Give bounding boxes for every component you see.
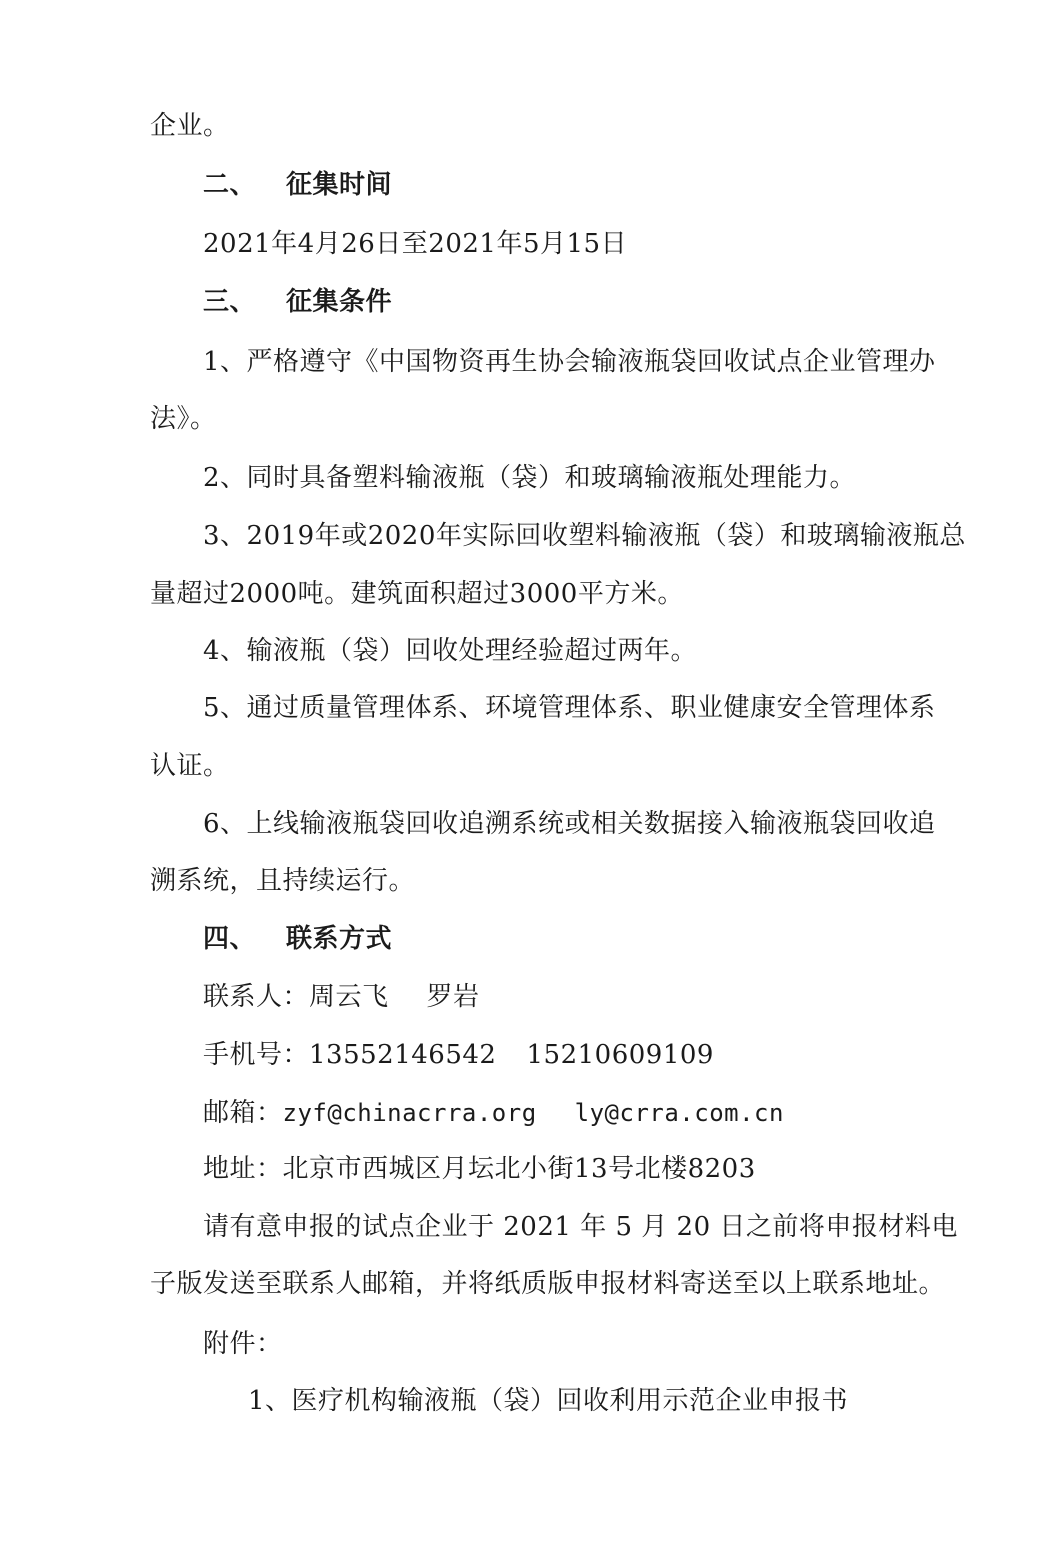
address-row	[203, 1151, 756, 1187]
condition-1: 1、严格遵守《中国物资再生协会输液瓶袋回收试点企业管理办	[203, 347, 936, 377]
section-heading-contact	[203, 921, 392, 957]
condition-4: 4、输液瓶（袋）回收处理经验超过两年。	[203, 636, 698, 666]
closing-paragraph: 请有意申报的试点企业于 2021 年 5 月 20 日之前将申报材料电	[203, 1212, 958, 1242]
phone-1: 13552146542	[309, 1040, 497, 1070]
address-value: 北京市西城区月坛北小街13号北楼8203	[282, 1154, 756, 1184]
contact-person-row	[203, 979, 480, 1015]
closing-paragraph-cont: 子版发送至联系人邮箱，并将纸质版申报材料寄送至以上联系地址。	[150, 1269, 946, 1299]
email-1: zyf@chinacrra.org	[282, 1099, 537, 1127]
condition-5-cont: 认证。	[150, 751, 230, 781]
text-line: 企业。	[150, 111, 230, 141]
condition-6: 6、上线输液瓶袋回收追溯系统或相关数据接入输液瓶袋回收追	[203, 809, 936, 839]
condition-6-cont: 溯系统，且持续运行。	[150, 866, 416, 896]
phone-row	[203, 1037, 714, 1073]
section-title: 征集时间	[286, 170, 393, 200]
contact-person-2: 罗岩	[426, 982, 480, 1012]
section-title: 征集条件	[286, 287, 393, 317]
section-number: 四、	[203, 924, 257, 954]
condition-1-cont: 法》。	[150, 404, 217, 434]
email-2: ly@crra.com.cn	[574, 1099, 784, 1127]
section-heading-time	[203, 167, 392, 203]
phone-label: 手机号：	[203, 1040, 310, 1070]
contact-person-label: 联系人：	[203, 982, 310, 1012]
section-title: 联系方式	[286, 924, 393, 954]
section-number: 二、	[203, 170, 257, 200]
condition-2: 2、同时具备塑料输液瓶（袋）和玻璃输液瓶处理能力。	[203, 463, 857, 493]
condition-3-cont: 量超过2000吨。建筑面积超过3000平方米。	[150, 579, 684, 609]
email-row	[203, 1095, 784, 1131]
attachment-item: 1、医疗机构输液瓶（袋）回收利用示范企业申报书	[248, 1386, 849, 1416]
condition-3: 3、2019年或2020年实际回收塑料输液瓶（袋）和玻璃输液瓶总	[203, 521, 966, 551]
address-label: 地址：	[203, 1154, 283, 1184]
attachment-label: 附件：	[203, 1329, 283, 1359]
section-heading-conditions	[203, 284, 392, 320]
contact-person-1: 周云飞	[309, 982, 389, 1012]
collection-period: 2021年4月26日至2021年5月15日	[203, 229, 628, 259]
section-number: 三、	[203, 287, 257, 317]
phone-2: 15210609109	[526, 1040, 714, 1070]
email-label: 邮箱：	[203, 1098, 283, 1128]
condition-5: 5、通过质量管理体系、环境管理体系、职业健康安全管理体系	[203, 693, 936, 723]
